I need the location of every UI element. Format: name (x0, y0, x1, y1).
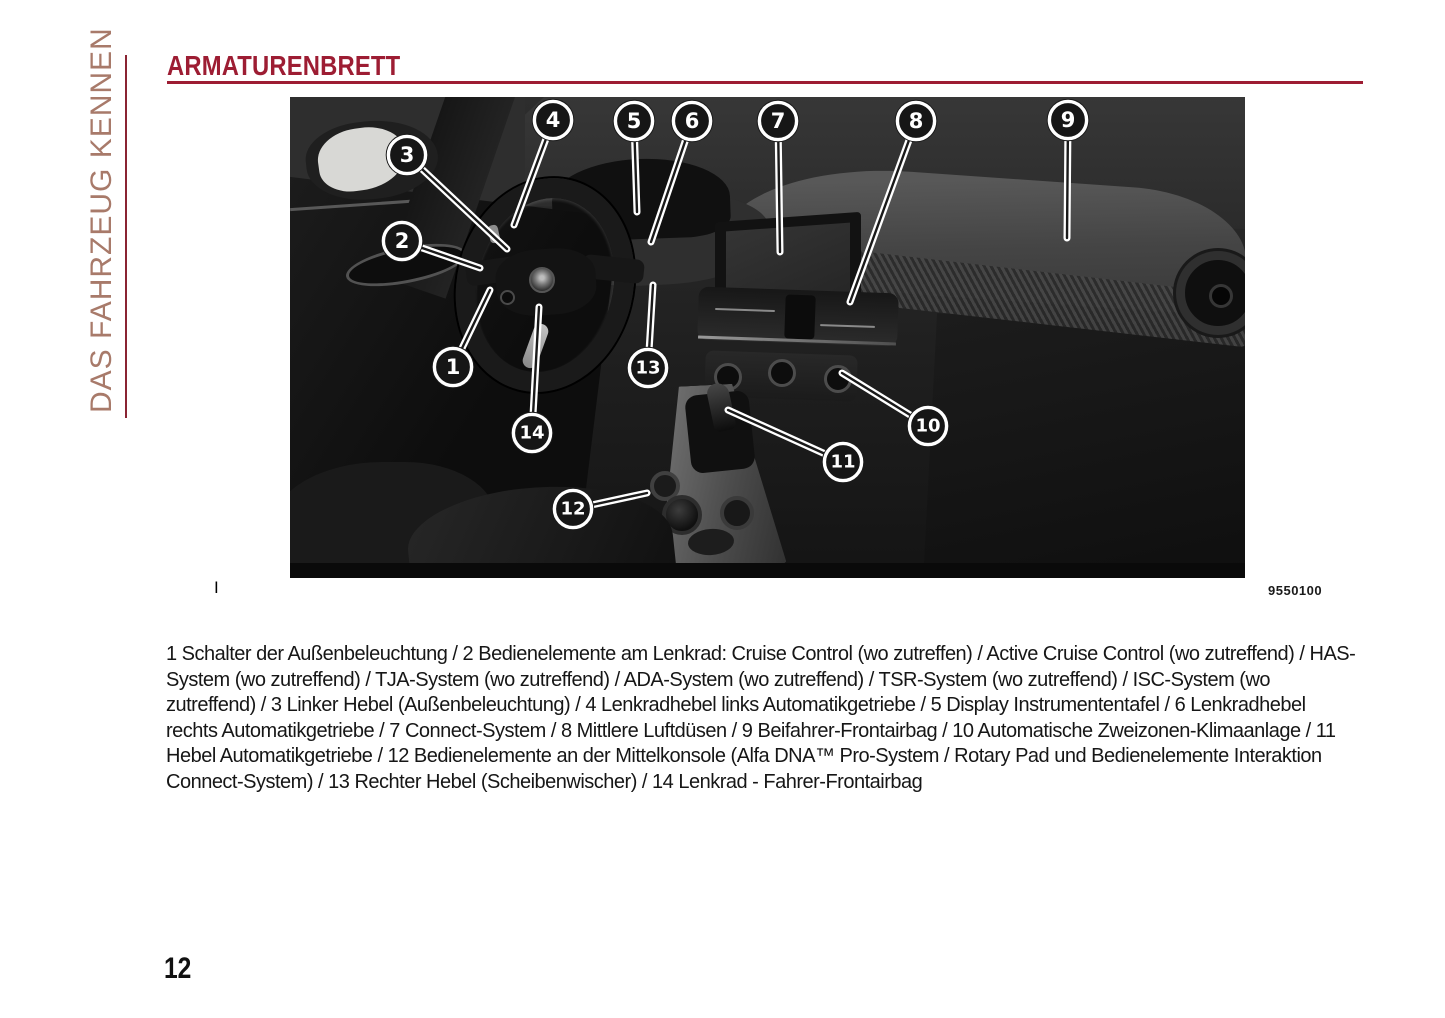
figure-marker: I (214, 578, 219, 597)
callout-4 (514, 100, 574, 226)
callout-11 (728, 410, 864, 483)
callout-14 (512, 307, 553, 454)
callout-5 (614, 101, 655, 213)
callout-number: 3 (399, 143, 415, 167)
chapter-vertical-label: DAS FAHRZEUG KENNEN (85, 27, 118, 413)
dashboard-figure (290, 97, 1245, 578)
callout-number: 14 (519, 422, 545, 444)
callout-number: 12 (560, 498, 586, 520)
callout-number: 6 (684, 109, 700, 133)
callout-number: 7 (770, 109, 786, 133)
callout-10 (842, 373, 949, 447)
figure-code: 9550100 (1268, 583, 1323, 598)
callout-13 (628, 285, 669, 389)
callout-8 (850, 101, 937, 303)
figure-caption: 1 Schalter der Außenbeleuchtung / 2 Bedienelemente am Lenkrad: Cruise Control (wo zutreffen) / Active Cruise Control (wo zutreffend) / HAS-System (wo zutreffend) / TJA-System (wo zutreffend) / ADA-System (wo zutreffend) / TSR-System (wo zutreffend) / ISC-System (wo zutreffend) / 3 Linker Hebel (Außenbeleuchtung) / 4 Lenkradhebel links Automatikgetriebe / 5 Display Instrumententafel / 6 Lenkradhebel rechts Automatikgetriebe / 7 Connect-System / 8 Mittlere Luftdüsen / 9 Beifahrer-Frontairbag / 10 Automatische Zweizonen-Klimaanlage / 11 Hebel Automatikgetriebe / 12 Bedienelemente an der Mittelkonsole (Alfa DNA™ Pro-System / Rotary Pad und Bedienelemente Interaktion Connect-System) / 13 Rechter Hebel (Scheibenwischer) / 14 Lenkrad - Fahrer-Frontairbag (166, 643, 1356, 793)
callout-number: 8 (908, 109, 924, 133)
callout-7 (758, 101, 799, 253)
page-title: ARMATURENBRETT (167, 50, 401, 81)
callout-6 (651, 101, 713, 243)
callout-number: 1 (445, 355, 461, 379)
callout-number: 10 (915, 415, 941, 437)
callout-12 (553, 489, 648, 530)
page-number: 12 (164, 952, 192, 985)
callout-number: 5 (626, 109, 642, 133)
callout-2 (382, 221, 481, 269)
callout-number: 4 (545, 108, 561, 132)
title-underline (167, 81, 1363, 84)
callout-9 (1048, 100, 1089, 239)
chapter-vertical-rule (125, 55, 127, 418)
callout-number: 13 (635, 357, 661, 379)
callout-1 (433, 290, 491, 388)
callout-number: 9 (1060, 108, 1076, 132)
callout-number: 11 (830, 451, 856, 473)
callout-overlay (290, 97, 1245, 578)
callout-number: 2 (394, 229, 410, 253)
